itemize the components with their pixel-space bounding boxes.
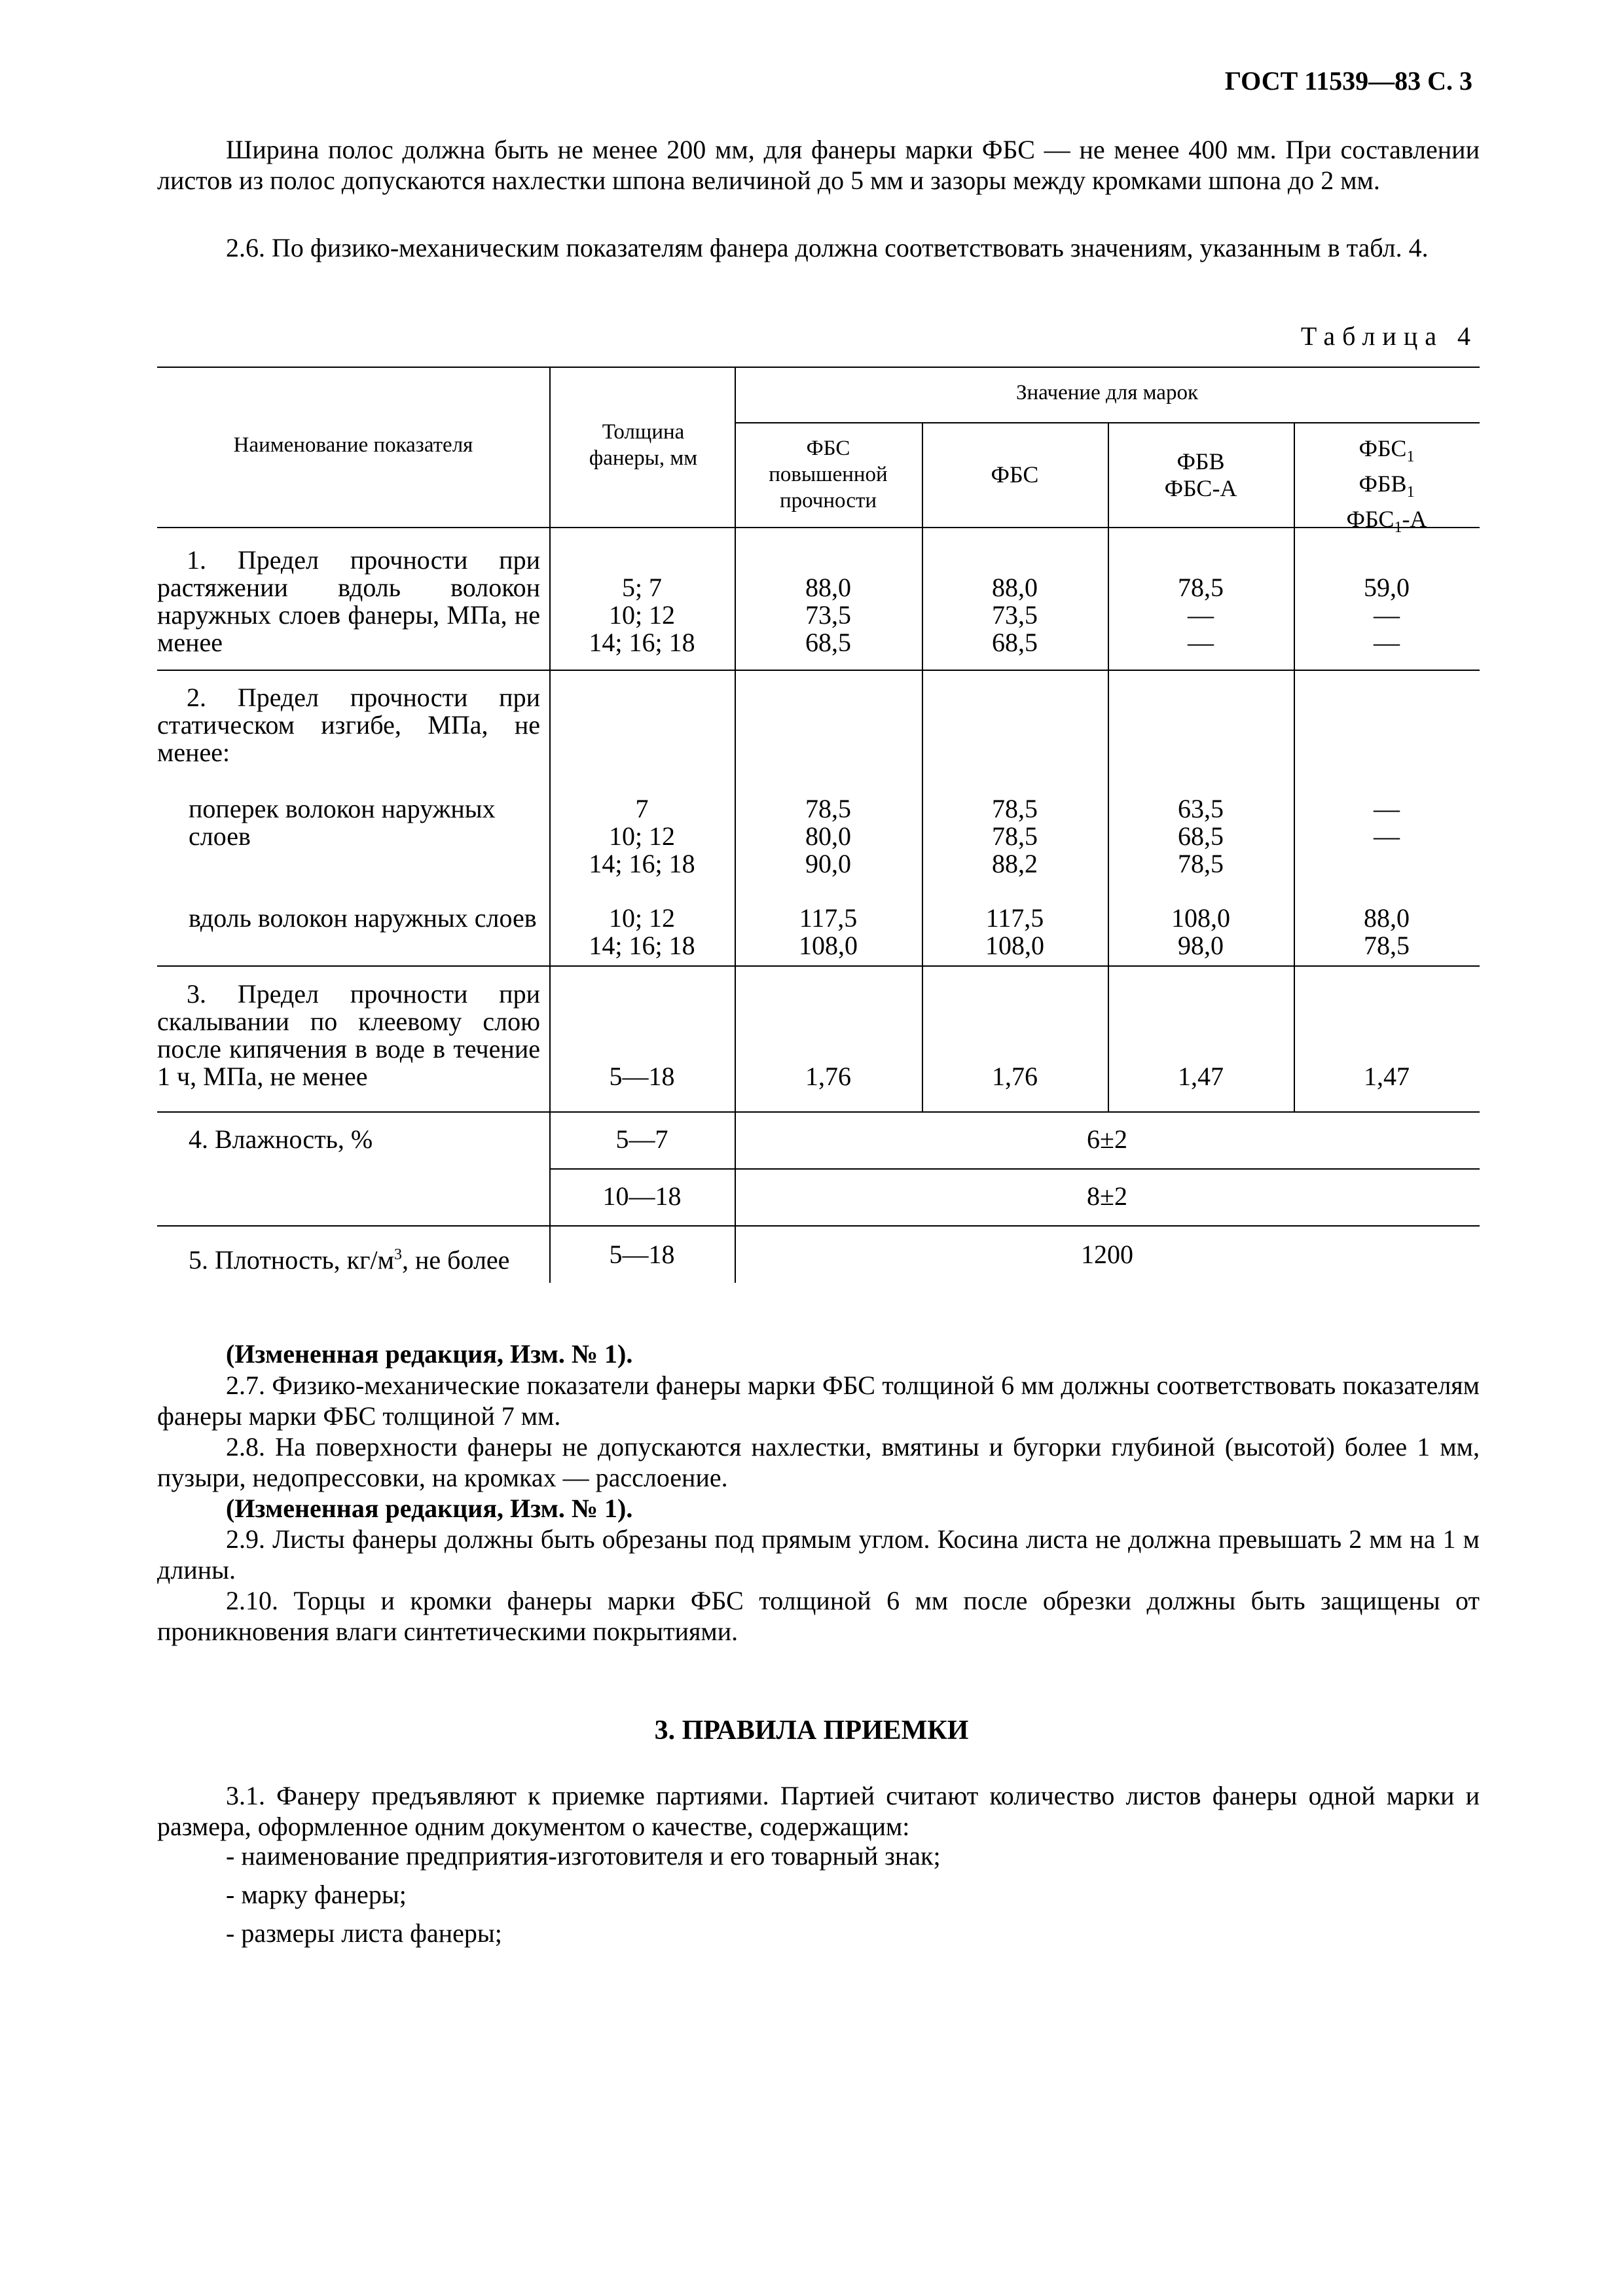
table-rule-row2 xyxy=(157,965,1480,967)
col-head-grade-3 xyxy=(1108,448,1294,502)
row2-name: 2. Предел прочности при статическом изгибе, МПа, не менее: xyxy=(157,683,540,767)
paragraph-2-7: 2.7. Физико-механические показатели фанеры марки ФБС толщиной 6 мм должны соответствовать показателям фанеры марки ФБС толщиной 7 мм. xyxy=(157,1371,1480,1431)
row2b-value-3: 108,0 98,0 xyxy=(1171,903,1230,960)
intro-paragraph-1 xyxy=(157,134,1480,196)
row3-thickness: 5—18 xyxy=(609,1062,675,1091)
table-col-sep-4 xyxy=(1108,422,1109,1111)
table-rule-row4 xyxy=(157,1225,1480,1227)
col-head-grade-2: ФБС xyxy=(991,461,1039,488)
col-head-grade-4-line-1: $ФБС_1$ xyxy=(1359,435,1415,466)
table-rule-head-bottom xyxy=(157,527,1480,528)
table-rule-row4a xyxy=(549,1168,1480,1170)
amendment-note-2: (Измененная редакция, Изм. № 1). xyxy=(226,1494,633,1523)
row2a-value-1: 78,5 80,0 90,0 xyxy=(805,794,851,878)
page-header: ГОСТ 11539—83 С. 3 xyxy=(1224,66,1472,96)
row3-value-2: 1,76 xyxy=(992,1062,1038,1091)
row2a-thickness: 7 10; 12 14; 16; 18 xyxy=(589,794,695,878)
row3-value-3: 1,47 xyxy=(1178,1062,1224,1091)
paragraph-2-8: 2.8. На поверхности фанеры не допускаются нахлестки, вмятины и бугорки глубиной (высотой) более 1 мм, пузыри, недопрессовки, на кромках — расслоение. xyxy=(157,1432,1480,1492)
row1-value-3: 78,5 — — xyxy=(1178,573,1224,657)
row5-name: 5. Плотность, $кг/м^3$, не более xyxy=(189,1245,510,1275)
row4-name: 4. Влажность, % xyxy=(189,1124,373,1154)
col-head-grade-4-line-3: $ФБС_1-А$ xyxy=(1346,506,1427,537)
paragraph-2-10: 2.10. Торцы и кромки фанеры марки ФБС толщиной 6 мм после обрезки должны быть защищены от проникновения влаги синтетическими покрытиями. xyxy=(157,1586,1480,1646)
row5-value: 1200 xyxy=(1081,1240,1133,1269)
table-rule-grades xyxy=(735,422,1480,423)
row1-value-1: 88,0 73,5 68,5 xyxy=(805,573,851,657)
section-3-title: 3. ПРАВИЛА ПРИЕМКИ xyxy=(654,1715,969,1746)
row3-value-1: 1,76 xyxy=(805,1062,851,1091)
row3-value-4: 1,47 xyxy=(1364,1062,1410,1091)
intro-paragraph-2-text: 2.6. По физико-механическим показателям фанера должна соответствовать значениям, указанным в табл. 4. xyxy=(226,233,1429,262)
properties-table xyxy=(157,367,1480,1283)
table-col-sep-3 xyxy=(922,422,923,1111)
row2a-value-4: — — xyxy=(1374,794,1400,851)
table-caption: Таблица 4 xyxy=(1300,321,1478,351)
row3-name: 3. Предел прочности при скалывании по клеевому слою после кипячения в воде в течение 1 ч, МПа, не менее xyxy=(157,979,540,1091)
col-head-values: Значение для марок xyxy=(1015,381,1198,404)
row4-value-b: 8±2 xyxy=(1087,1181,1127,1211)
list-item: - марку фанеры; xyxy=(226,1880,407,1909)
row4-value-a: 6±2 xyxy=(1087,1124,1127,1154)
paragraph-3-1: 3.1. Фанеру предъявляют к приемке партиями. Партией считают количество листов фанеры одной марки и размера, оформленное одним документом о качестве, содержащим: xyxy=(157,1781,1480,1841)
row1-name: 1. Предел прочности при растяжении вдоль волокон наружных слоев фанеры, МПа, не менее xyxy=(157,545,540,657)
row4-thickness-b: 10—18 xyxy=(602,1181,682,1211)
row1-thickness: 5; 7 10; 12 14; 16; 18 xyxy=(589,573,695,657)
list-item: - наименование предприятия-изготовителя и его товарный знак; xyxy=(226,1841,941,1871)
amendment-note-1: (Измененная редакция, Изм. № 1). xyxy=(226,1339,633,1369)
col-head-grade-1: ФБС повышенной прочности xyxy=(769,437,888,512)
row2a-name: поперек волокон наружных слоев xyxy=(189,794,496,851)
col-head-grade-3-line-2: ФБС-А xyxy=(1164,475,1237,501)
intro-paragraph-2 xyxy=(157,232,1480,263)
row2b-thickness: 10; 12 14; 16; 18 xyxy=(589,903,695,960)
col-head-grade-4-line-2: $ФБВ_1$ xyxy=(1359,471,1415,501)
row2b-name: вдоль волокон наружных слоев xyxy=(189,903,537,933)
col-head-name: Наименование показателя xyxy=(233,433,473,457)
col-head-grade-3-line-1: ФБВ xyxy=(1176,448,1225,475)
intro-paragraph-1-text: Ширина полос должна быть не менее 200 мм, для фанеры марки ФБС — не менее 400 мм. При составлении листов из полос допускаются нахлестки шпона величиной до 5 мм и зазоры между кромками шпона до 2 мм. xyxy=(157,135,1480,195)
row2b-value-2: 117,5 108,0 xyxy=(985,903,1044,960)
row1-value-4: 59,0 — — xyxy=(1364,573,1410,657)
row4-thickness-a: 5—7 xyxy=(615,1124,668,1154)
row5-thickness: 5—18 xyxy=(609,1240,675,1269)
col-head-grade-4 xyxy=(1294,435,1480,542)
col-head-thickness: Толщина фанеры, мм xyxy=(589,420,698,470)
table-rule-top xyxy=(157,367,1480,368)
paragraph-2-9: 2.9. Листы фанеры должны быть обрезаны под прямым углом. Косина листа не должна превышать 2 мм на 1 м длины. xyxy=(157,1524,1480,1585)
list-item: - размеры листа фанеры; xyxy=(226,1918,502,1948)
row2a-value-2: 78,5 78,5 88,2 xyxy=(992,794,1038,878)
table-rule-row1 xyxy=(157,670,1480,671)
row1-value-2: 88,0 73,5 68,5 xyxy=(992,573,1038,657)
table-rule-row3 xyxy=(157,1111,1480,1113)
row2b-value-1: 117,5 108,0 xyxy=(799,903,858,960)
row2a-value-3: 63,5 68,5 78,5 xyxy=(1178,794,1224,878)
row2b-value-4: 88,0 78,5 xyxy=(1364,903,1410,960)
